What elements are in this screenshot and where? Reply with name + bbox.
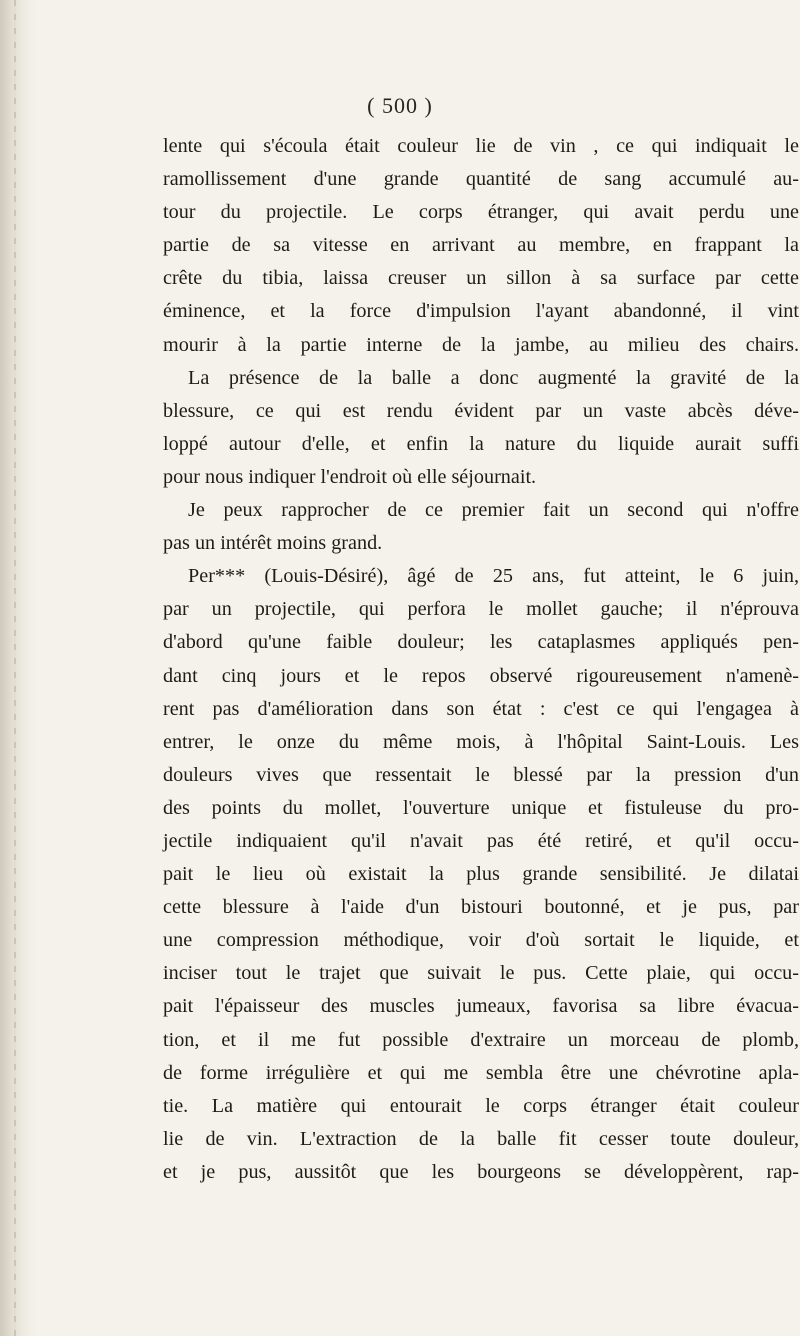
text-line: blessure, ce qui est rendu évident par un vaste abcès déve- (163, 399, 799, 422)
body-text (163, 130, 799, 1189)
text-line: ramollissement d'une grande quantité de sang accumulé au- (163, 168, 799, 191)
text-line: entrer, le onze du même mois, à l'hôpital Saint-Louis. Les (163, 730, 799, 753)
text-line: loppé autour d'elle, et enfin la nature du liquide aurait suffi (163, 432, 799, 455)
text-line: tour du projectile. Le corps étranger, qui avait perdu une (163, 201, 799, 224)
text-line: pour nous indiquer l'endroit où elle séjournait. (163, 465, 537, 488)
text-line: lie de vin. L'extraction de la balle fit cesser toute douleur, (163, 1127, 799, 1150)
text-line: et je pus, aussitôt que les bourgeons se développèrent, rap- (163, 1160, 799, 1183)
text-line: une compression méthodique, voir d'où sortait le liquide, et (163, 929, 799, 952)
text-line: pait l'épaisseur des muscles jumeaux, favorisa sa libre évacua- (163, 995, 799, 1018)
page-number: ( 500 ) (367, 93, 433, 118)
text-line: douleurs vives que ressentait le blessé par la pression d'un (163, 763, 799, 786)
text-line: d'abord qu'une faible douleur; les cataplasmes appliqués pen- (163, 631, 799, 654)
text-line: cette blessure à l'aide d'un bistouri boutonné, et je pus, par (163, 896, 799, 919)
text-line: Per*** (Louis-Désiré), âgé de 25 ans, fut atteint, le 6 juin, (188, 565, 799, 588)
text-line: rent pas d'amélioration dans son état : c'est ce qui l'engagea à (163, 697, 799, 720)
text-line: tion, et il me fut possible d'extraire un morceau de plomb, (163, 1028, 799, 1051)
text-line: par un projectile, qui perfora le mollet gauche; il n'éprouva (163, 598, 799, 621)
text-line: La présence de la balle a donc augmenté la gravité de la (188, 366, 799, 389)
text-line: partie de sa vitesse en arrivant au membre, en frappant la (163, 234, 799, 257)
text-line: des points du mollet, l'ouverture unique et fistuleuse du pro- (163, 796, 799, 819)
text-line: mourir à la partie interne de la jambe, au milieu des chairs. (163, 333, 799, 356)
text-line: pait le lieu où existait la plus grande sensibilité. Je dilatai (163, 863, 799, 886)
text-line: de forme irrégulière et qui me sembla être une chévrotine apla- (163, 1061, 799, 1084)
text-line: tie. La matière qui entourait le corps étranger était couleur (163, 1094, 799, 1117)
text-line: Je peux rapprocher de ce premier fait un second qui n'offre (188, 499, 799, 522)
text-line: crête du tibia, laissa creuser un sillon à sa surface par cette (163, 267, 799, 290)
text-line: éminence, et la force d'impulsion l'ayant abandonné, il vint (163, 300, 799, 323)
text-line: dant cinq jours et le repos observé rigoureusement n'amenè- (163, 664, 799, 687)
text-line: pas un intérêt moins grand. (163, 532, 383, 555)
text-line: lente qui s'écoula était couleur lie de vin , ce qui indiquait le (163, 135, 799, 157)
text-line: inciser tout le trajet que suivait le pus. Cette plaie, qui occu- (163, 962, 799, 985)
text-line: jectile indiquaient qu'il n'avait pas été retiré, et qu'il occu- (163, 829, 799, 852)
